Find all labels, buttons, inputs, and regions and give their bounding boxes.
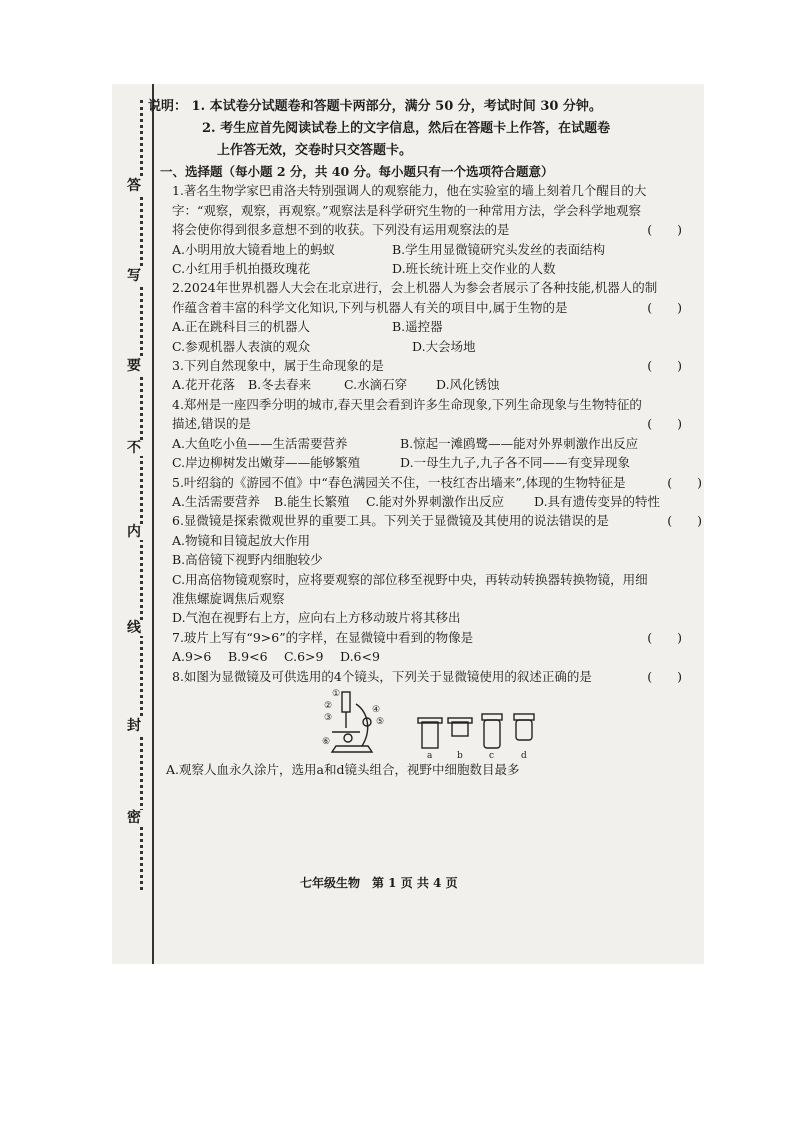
option: D.班长统计班上交作业的人数 <box>392 261 556 277</box>
answer-bracket: ( ) <box>647 222 682 238</box>
figure-label: b <box>457 750 463 760</box>
answer-bracket: ( ) <box>647 668 682 684</box>
question-text: 作蕴含着丰富的科学文化知识,下列与机器人有关的项目中,属于生物的是 <box>172 299 568 315</box>
option: A.花开花落 <box>172 377 236 393</box>
instructions-label: 说明： <box>148 99 188 114</box>
microscope-figure <box>172 688 702 760</box>
option: B.遥控器 <box>392 319 443 335</box>
option: D.6<9 <box>340 649 380 665</box>
question-text: 8.如图为显微镜及可供选用的4个镜头，下列关于显微镜使用的叙述正确的是 <box>172 668 592 684</box>
margin-label: 线 <box>122 620 146 636</box>
figure-label: d <box>521 750 527 760</box>
question-text: 6.显微镜是探索微观世界的重要工具。下列关于显微镜及其使用的说法错误的是 <box>172 513 609 529</box>
figure-label: ⑤ <box>376 716 385 727</box>
question-text: 描述,错误的是 <box>172 416 251 432</box>
margin-label: 写 <box>122 268 146 284</box>
option: B.学生用显微镜研究头发丝的表面结构 <box>392 241 606 257</box>
figure-label: ② <box>324 700 333 711</box>
option: C.6>9 <box>284 649 324 665</box>
answer-bracket: ( ) <box>647 629 682 645</box>
instructions <box>148 96 702 162</box>
option: B.冬去春来 <box>248 377 312 393</box>
figure-label: ③ <box>324 712 333 723</box>
question-7 <box>172 628 702 667</box>
figure-label: c <box>489 750 495 760</box>
microscope-diagram <box>172 688 552 760</box>
option: C.小红用手机拍摄玫瑰花 <box>172 261 311 277</box>
question-text: 将会使你得到很多意想不到的收获。下列没有运用观察法的是 <box>172 222 510 238</box>
option: C.水滴石穿 <box>344 377 408 393</box>
answer-bracket: ( ) <box>647 299 682 315</box>
margin-label: 不 <box>122 440 146 456</box>
figure-label: ⑥ <box>322 736 331 747</box>
question-5 <box>172 473 702 512</box>
option: D.气泡在视野右上方，应向右上方移动玻片将其移出 <box>172 610 461 626</box>
question-text: 5.叶绍翁的《游园不值》中“春色满园关不住，一枝红杏出墙来”,体现的生物特征是 <box>172 474 626 490</box>
option: A.小明用放大镜看地上的蚂蚁 <box>172 241 336 257</box>
option: A.9>6 <box>172 649 212 665</box>
question-text: 7.玻片上写有“9>6”的字样，在显微镜中看到的物像是 <box>172 629 474 645</box>
option-continued: 准焦螺旋调焦后观察 <box>172 590 285 606</box>
option: A.物镜和目镜起放大作用 <box>172 532 311 548</box>
answer-bracket: ( ) <box>667 513 702 529</box>
question-text: 3.下列自然现象中，属于生命现象的是 <box>172 358 384 374</box>
question-4 <box>172 395 702 473</box>
option: B.9<6 <box>228 649 268 665</box>
page-footer: 七年级生物 第 1 页 共 4 页 <box>300 876 458 890</box>
option: A.生活需要营养 <box>172 493 261 509</box>
answer-bracket: ( ) <box>667 474 702 490</box>
question-text: 2.2024年世界机器人大会在北京进行，会上机器人为参会者展示了各种技能,机器人的制 <box>172 280 658 296</box>
question-text: 4.郑州是一座四季分明的城市,春天里会看到许多生命现象,下列生命现象与生物特征的 <box>172 396 642 412</box>
option: C.参观机器人表演的观众 <box>172 338 311 354</box>
option: C.能对外界刺激作出反应 <box>366 493 505 509</box>
figure-label: a <box>427 750 433 760</box>
margin-label: 内 <box>122 524 146 540</box>
option: D.大会场地 <box>412 338 476 354</box>
binding-margin-line <box>152 84 154 964</box>
question-3 <box>172 356 702 395</box>
option: C.用高倍物镜观察时，应将要观察的部位移至视野中央，再转动转换器转换物镜，用细 <box>172 571 648 587</box>
question-6 <box>172 511 702 627</box>
option: D.具有遗传变异的特性 <box>534 493 661 509</box>
answer-bracket: ( ) <box>647 416 682 432</box>
option: A.观察人血永久涂片，选用a和d镜头组合，视野中细胞数目最多 <box>166 761 520 777</box>
figure-label: ④ <box>372 704 381 715</box>
option: D.一母生九子,九子各不同——有变异现象 <box>400 455 631 471</box>
option: B.高倍镜下视野内细胞较少 <box>172 552 323 568</box>
margin-label: 要 <box>122 358 146 374</box>
margin-label: 答 <box>122 178 146 194</box>
exam-content <box>148 96 702 779</box>
answer-bracket: ( ) <box>647 358 682 374</box>
margin-label: 封 <box>122 718 146 734</box>
question-1 <box>172 181 702 278</box>
option: D.风化锈蚀 <box>436 377 500 393</box>
question-text: 字：“观察，观察，再观察。”观察法是科学研究生物的一种常用方法，学会科学地观察 <box>172 202 642 218</box>
margin-label: 密 <box>122 810 146 826</box>
option: B.惊起一滩鸥鹭——能对外界刺激作出反应 <box>400 435 639 451</box>
binding-dotted-line <box>140 100 143 890</box>
instruction-item: 上作答无效，交卷时只交答题卡。 <box>217 143 413 158</box>
option: A.大鱼吃小鱼——生活需要营养 <box>172 435 348 451</box>
option: C.岸边柳树发出嫩芽——能够繁殖 <box>172 455 361 471</box>
option: A.正在跳科目三的机器人 <box>172 319 311 335</box>
option: B.能生长繁殖 <box>274 493 350 509</box>
instruction-item: 2. 考生应首先阅读试卷上的文字信息，然后在答题卡上作答，在试题卷 <box>202 121 611 136</box>
instruction-item: 1. 本试卷分试题卷和答题卡两部分，满分 50 分，考试时间 30 分钟。 <box>191 99 602 114</box>
section-title: 一、选择题（每小题 2 分，共 40 分。每小题只有一个选项符合题意） <box>160 164 554 179</box>
question-8 <box>166 667 702 780</box>
figure-label: ① <box>332 688 341 699</box>
question-text: 1.著名生物学家巴甫洛夫特别强调人的观察能力，他在实验室的墙上刻着几个醒目的大 <box>172 183 647 199</box>
question-2 <box>172 278 702 356</box>
